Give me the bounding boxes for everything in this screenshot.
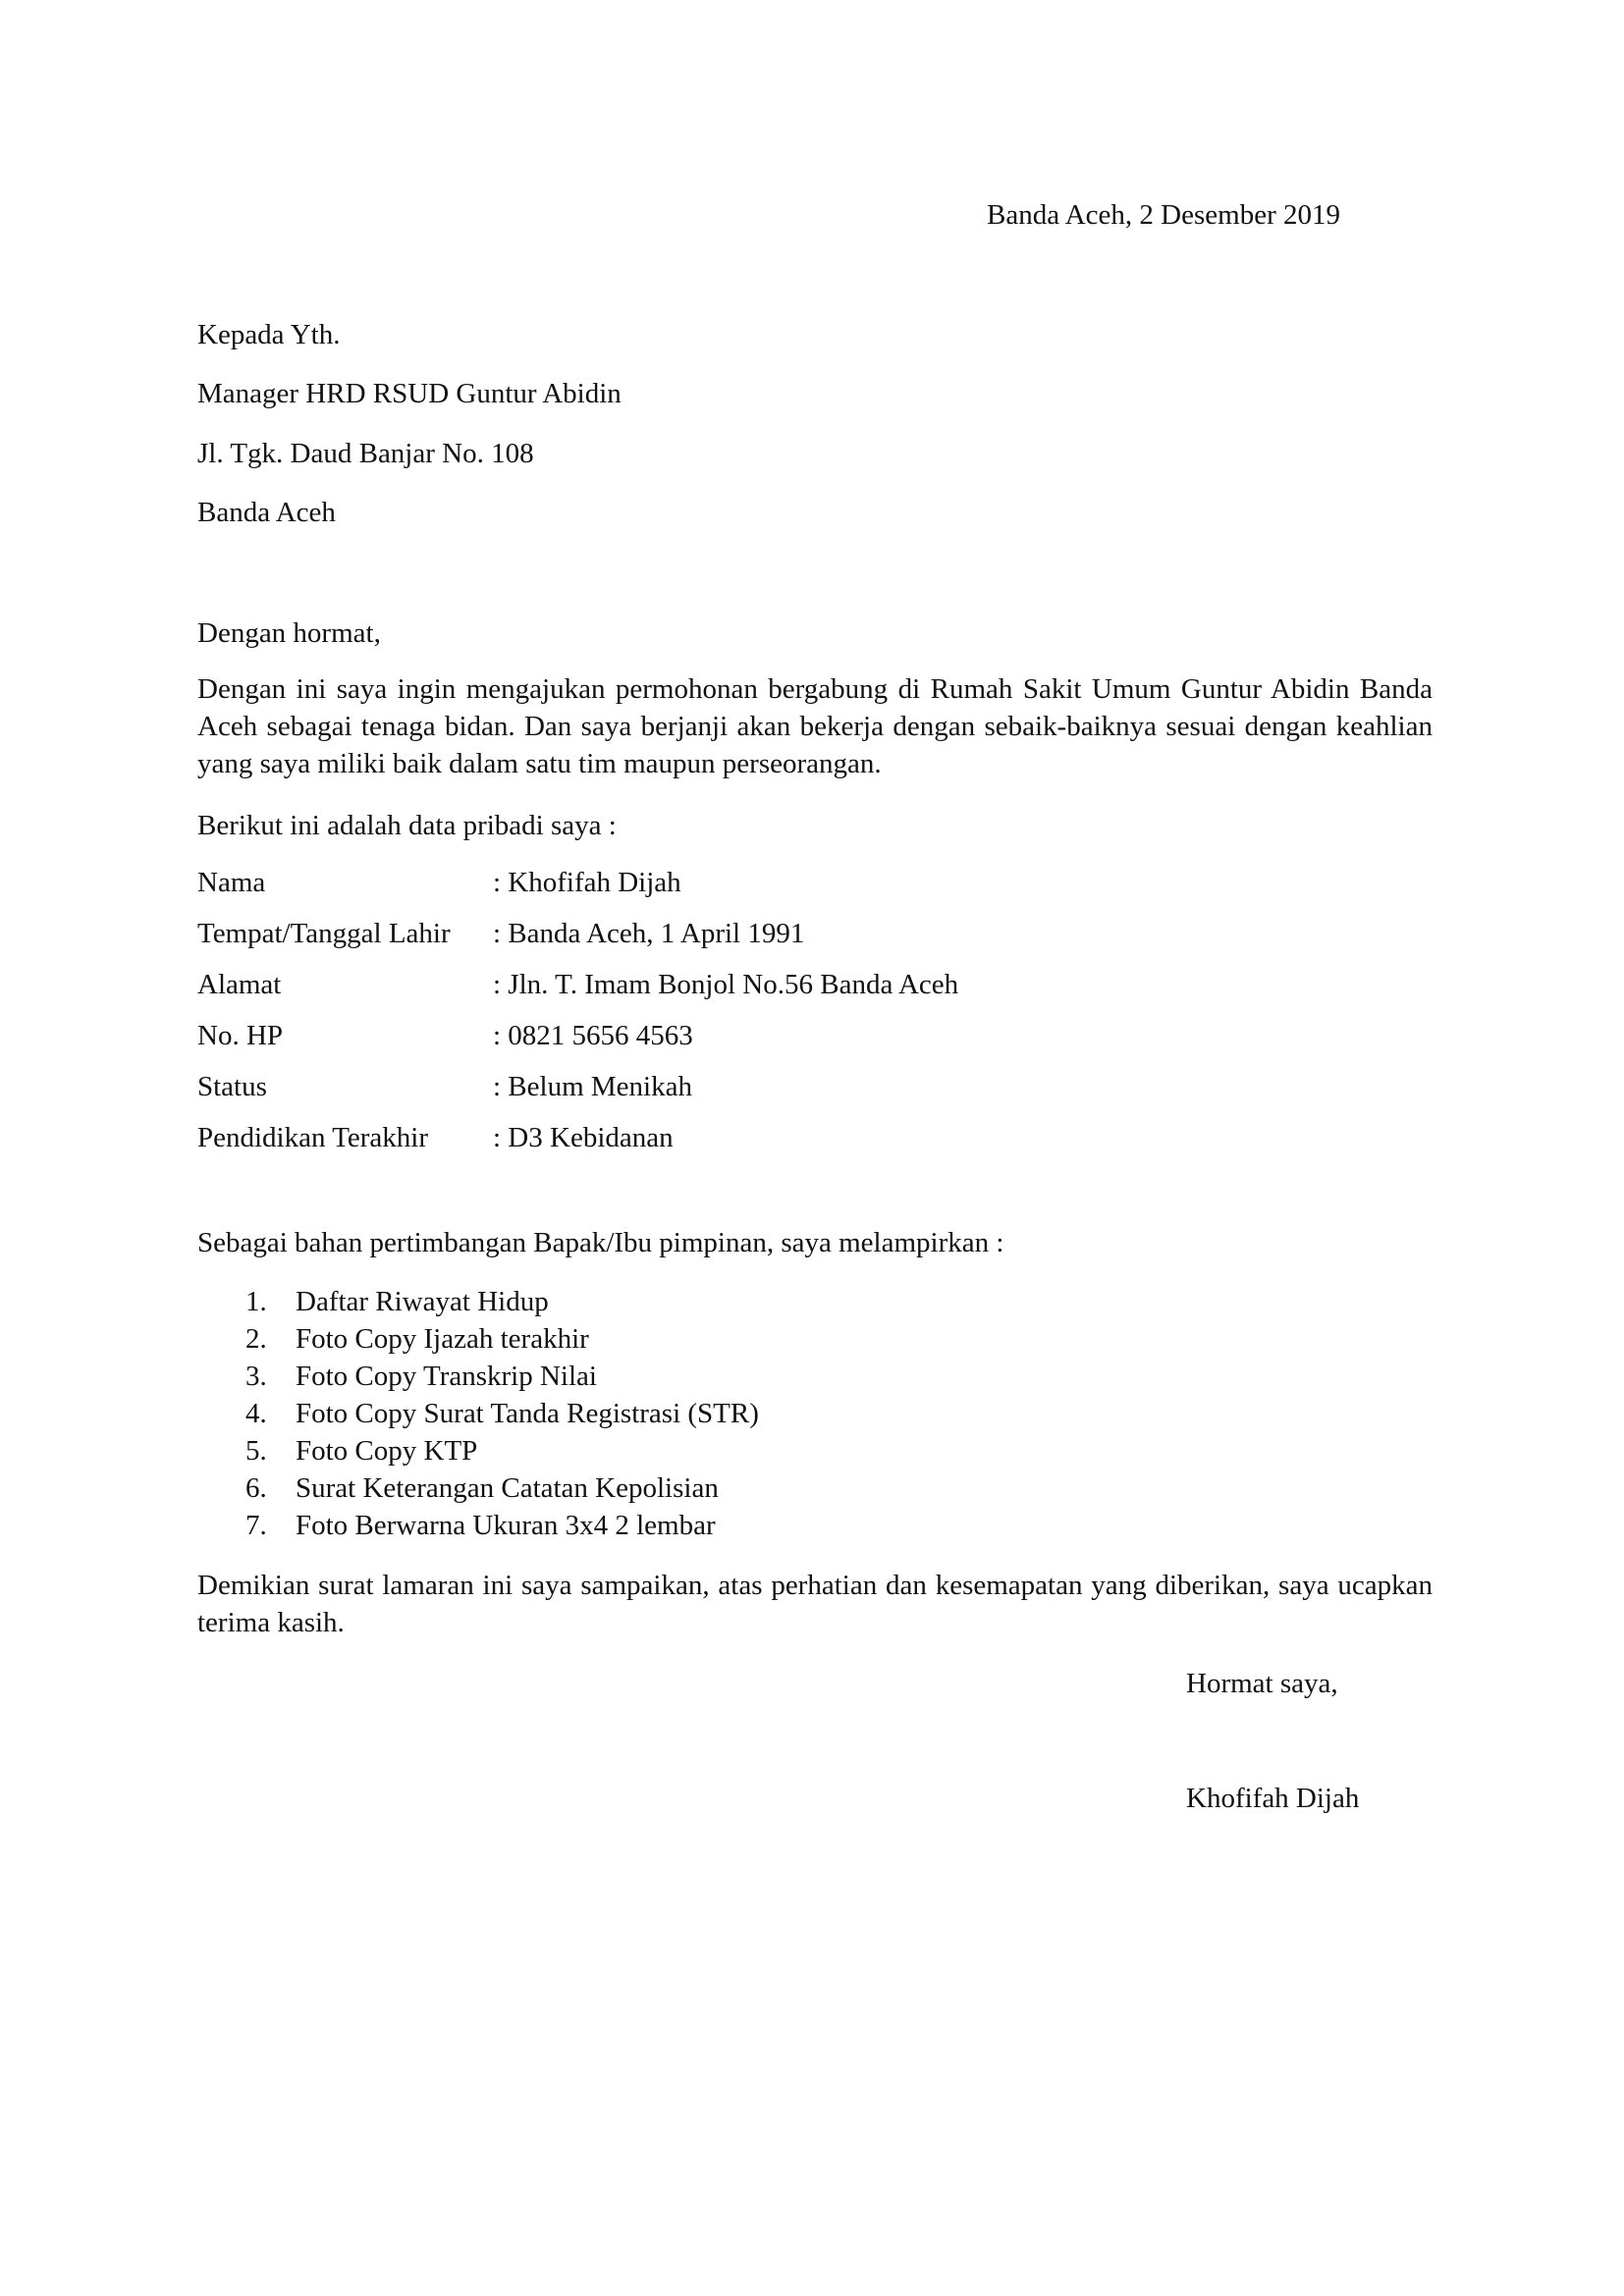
list-item-number: 6.: [245, 1472, 267, 1504]
list-item-text: Foto Copy Transkrip Nilai: [296, 1361, 597, 1392]
list-item-number: 4.: [245, 1398, 267, 1429]
recipient-title: Manager HRD RSUD Guntur Abidin: [197, 378, 622, 409]
list-item-number: 5.: [245, 1435, 267, 1467]
personal-data-value: : Jln. T. Imam Bonjol No.56 Banda Aceh: [493, 969, 959, 1000]
list-item-number: 1.: [245, 1286, 267, 1317]
list-item-text: Foto Berwarna Ukuran 3x4 2 lembar: [296, 1510, 716, 1541]
salutation: Dengan hormat,: [197, 617, 381, 649]
attachments-intro: Sebagai bahan pertimbangan Bapak/Ibu pimpinan, saya melampirkan :: [197, 1227, 1004, 1258]
personal-data-label: No. HP: [197, 1020, 284, 1051]
recipient-greeting: Kepada Yth.: [197, 319, 341, 350]
list-item-text: Surat Keterangan Catatan Kepolisian: [296, 1472, 719, 1504]
list-item-text: Foto Copy KTP: [296, 1435, 478, 1467]
signature-name: Khofifah Dijah: [1186, 1783, 1360, 1814]
personal-data-intro: Berikut ini adalah data pribadi saya :: [197, 810, 617, 841]
personal-data-label: Nama: [197, 867, 266, 898]
list-item-text: Foto Copy Surat Tanda Registrasi (STR): [296, 1398, 759, 1429]
personal-data-label: Alamat: [197, 969, 282, 1000]
personal-data-label: Status: [197, 1071, 267, 1102]
list-item-number: 2.: [245, 1323, 267, 1355]
signature-regards: Hormat saya,: [1186, 1668, 1338, 1699]
closing-paragraph: Demikian surat lamaran ini saya sampaikan, atas perhatian dan kesemapatan yang diberikan, saya ucapkan terima kasih.: [197, 1570, 1433, 1638]
personal-data-value: : Banda Aceh, 1 April 1991: [493, 918, 805, 949]
recipient-city: Banda Aceh: [197, 497, 336, 528]
list-item-number: 3.: [245, 1361, 267, 1392]
personal-data-label: Pendidikan Terakhir: [197, 1122, 429, 1153]
personal-data-value: : Belum Menikah: [493, 1071, 692, 1102]
personal-data-value: : D3 Kebidanan: [493, 1122, 674, 1153]
recipient-address: Jl. Tgk. Daud Banjar No. 108: [197, 438, 534, 469]
personal-data-label: Tempat/Tanggal Lahir: [197, 918, 451, 949]
personal-data-value: : 0821 5656 4563: [493, 1020, 693, 1051]
list-item-text: Foto Copy Ijazah terakhir: [296, 1323, 589, 1355]
letter-date: Banda Aceh, 2 Desember 2019: [987, 199, 1340, 231]
body-paragraph: Dengan ini saya ingin mengajukan permohonan bergabung di Rumah Sakit Umum Guntur Abidin Banda Aceh sebagai tenaga bidan. Dan saya berjanji akan bekerja dengan sebaik-baiknya sesuai dengan keahlian yang saya miliki baik dalam satu tim maupun perseorangan.: [197, 673, 1433, 779]
list-item-number: 7.: [245, 1510, 267, 1541]
personal-data-value: : Khofifah Dijah: [493, 867, 681, 898]
list-item-text: Daftar Riwayat Hidup: [296, 1286, 549, 1317]
